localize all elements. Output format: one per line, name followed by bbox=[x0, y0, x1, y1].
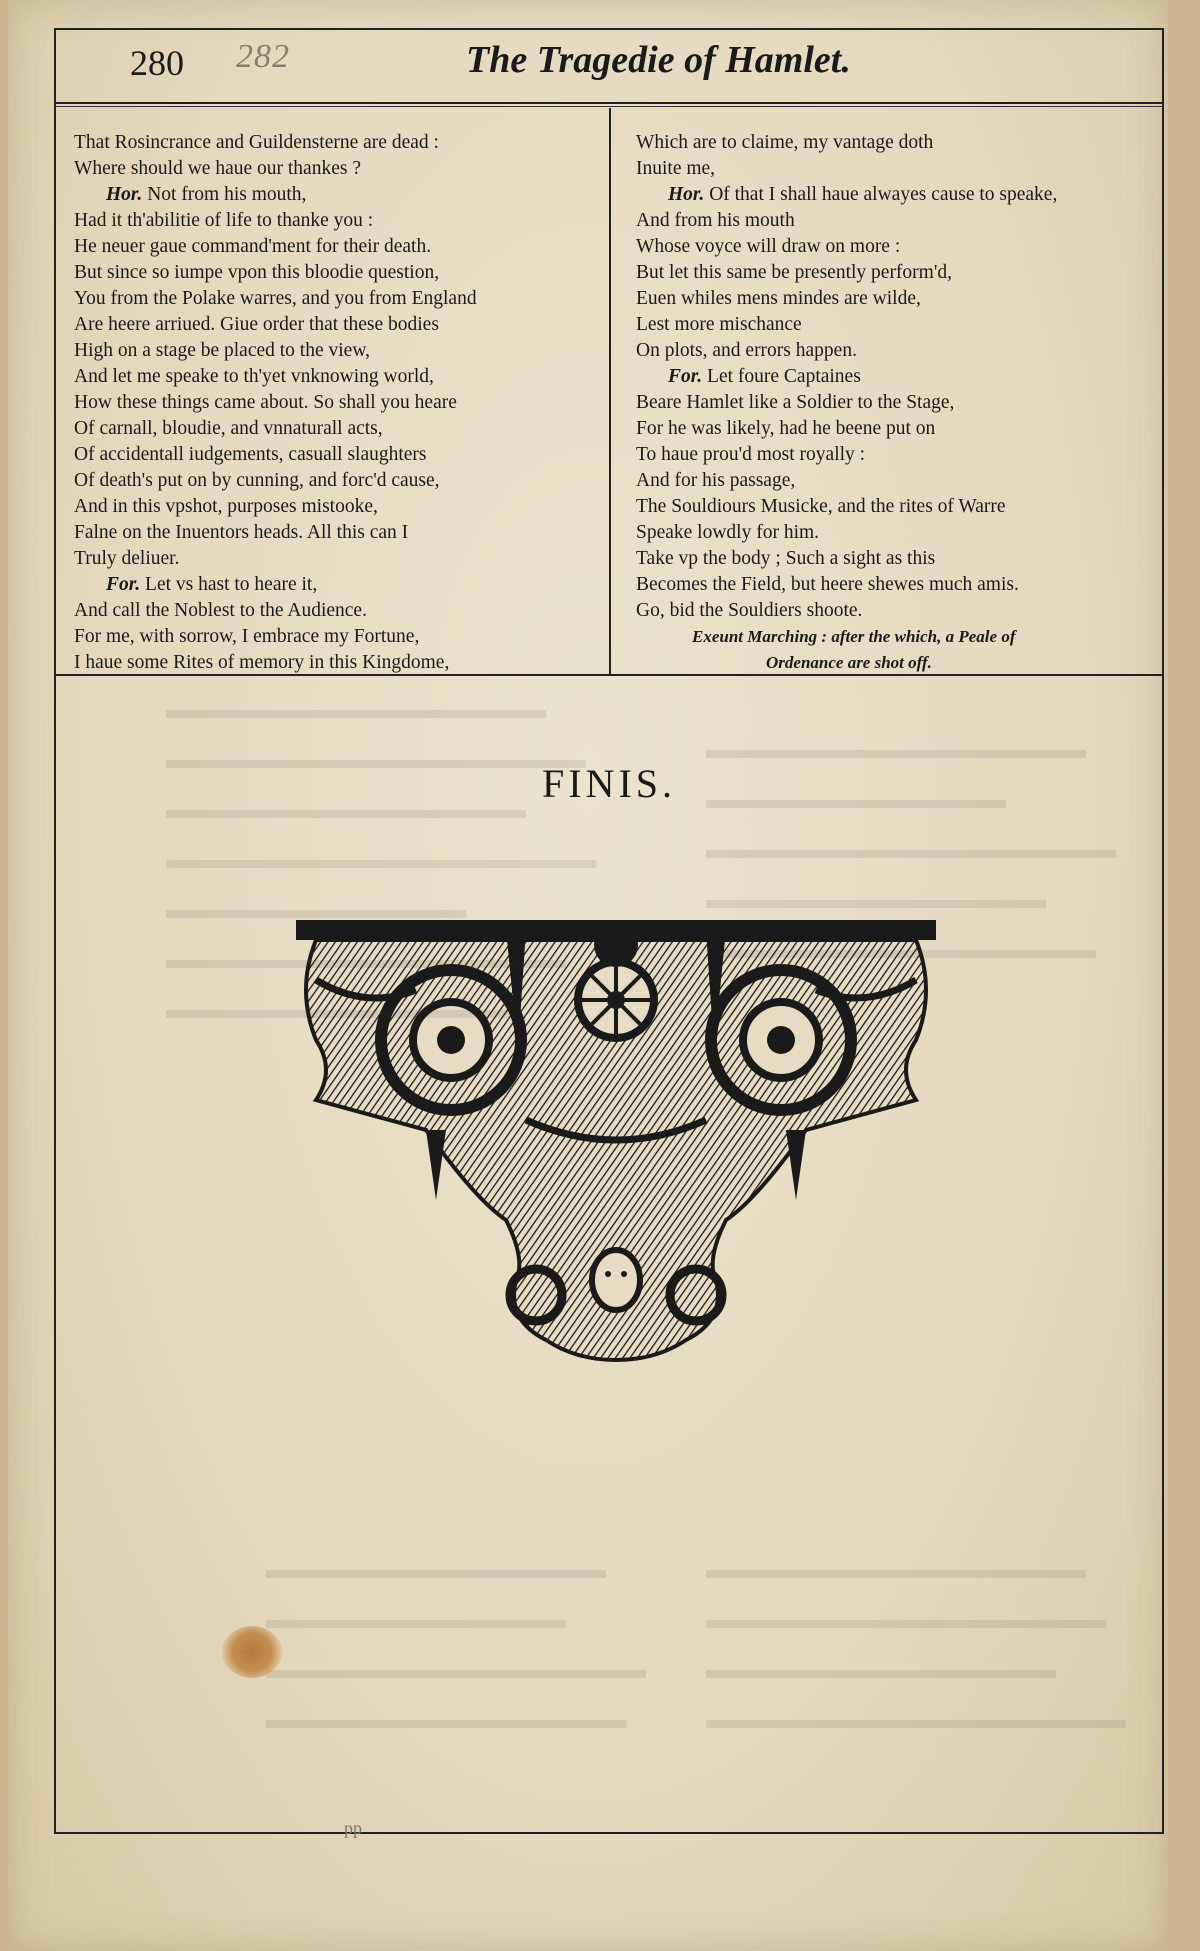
section-rule bbox=[56, 674, 1162, 676]
verse-text: To haue prou'd most royally : bbox=[636, 444, 866, 465]
verse-text: But since so iumpe vpon this bloodie question, bbox=[74, 262, 440, 283]
speaker-label: Hor. bbox=[668, 184, 705, 205]
verse-line bbox=[636, 520, 1151, 546]
verse-line bbox=[636, 572, 1151, 598]
verse-text: Falne on the Inuentors heads. All this can I bbox=[74, 522, 409, 543]
verse-text: Take vp the body ; Such a sight as this bbox=[636, 548, 936, 569]
verse-line bbox=[636, 182, 1151, 208]
verse-text: For me, with sorrow, I embrace my Fortune, bbox=[74, 626, 420, 647]
verse-line bbox=[636, 130, 1151, 156]
verse-text: Of accidentall iudgements, casuall slaughters bbox=[74, 444, 427, 465]
verse-line bbox=[74, 390, 604, 416]
verse-text: Of death's put on by cunning, and forc'd cause, bbox=[74, 470, 440, 491]
speaker-label: For. bbox=[106, 574, 141, 595]
verse-line bbox=[74, 494, 604, 520]
verse-text: I haue some Rites of memory in this Kingdome, bbox=[74, 652, 450, 673]
foxing-stain bbox=[222, 1626, 282, 1678]
column-divider bbox=[609, 108, 611, 674]
verse-line bbox=[636, 338, 1151, 364]
finis-heading: FINIS. bbox=[541, 761, 677, 806]
verse-text: Which are to claime, my vantage doth bbox=[636, 132, 934, 153]
verse-text: But let this same be presently perform'd, bbox=[636, 262, 952, 283]
verse-text: And let me speake to th'yet vnknowing world, bbox=[74, 366, 434, 387]
verse-line bbox=[636, 234, 1151, 260]
verse-text: Had it th'abilitie of life to thanke you : bbox=[74, 210, 374, 231]
verse-line bbox=[636, 494, 1151, 520]
verse-line bbox=[74, 156, 604, 182]
verse-text: Where should we haue our thankes ? bbox=[74, 158, 361, 179]
verse-text: For he was likely, had he beene put on bbox=[636, 418, 936, 439]
verse-text: Go, bid the Souldiers shoote. bbox=[636, 600, 863, 621]
verse-text: Speake lowdly for him. bbox=[636, 522, 820, 543]
handwritten-folio-note: 282 bbox=[236, 38, 290, 75]
verse-line bbox=[74, 598, 604, 624]
verse-text: High on a stage be placed to the view, bbox=[74, 340, 371, 361]
verse-line bbox=[636, 390, 1151, 416]
verse-text: On plots, and errors happen. bbox=[636, 340, 857, 361]
verse-line bbox=[636, 364, 1151, 390]
verse-line bbox=[636, 312, 1151, 338]
verse-text: You from the Polake warres, and you from England bbox=[74, 288, 477, 309]
speaker-label: For. bbox=[668, 366, 703, 387]
verse-text: And call the Noblest to the Audience. bbox=[74, 600, 367, 621]
woodcut-tailpiece-ornament bbox=[276, 900, 956, 1370]
stage-direction-line-2: Ordenance are shot off. bbox=[766, 653, 932, 672]
verse-line bbox=[636, 208, 1151, 234]
verse-text: Whose voyce will draw on more : bbox=[636, 236, 901, 257]
text-column-right bbox=[636, 130, 1151, 624]
book-page bbox=[8, 0, 1168, 1951]
verse-line bbox=[74, 650, 604, 676]
verse-line bbox=[636, 156, 1151, 182]
verse-text: And from his mouth bbox=[636, 210, 795, 231]
verse-line bbox=[74, 442, 604, 468]
verse-text: And in this vpshot, purposes mistooke, bbox=[74, 496, 378, 517]
stage-direction bbox=[692, 624, 1192, 676]
verse-text: Beare Hamlet like a Soldier to the Stage, bbox=[636, 392, 955, 413]
verse-line bbox=[74, 260, 604, 286]
verse-line bbox=[636, 598, 1151, 624]
header-rule bbox=[56, 102, 1162, 104]
verse-line bbox=[74, 312, 604, 338]
verse-text: Of carnall, bloudie, and vnnaturall acts, bbox=[74, 418, 383, 439]
verse-text: The Souldiours Musicke, and the rites of Warre bbox=[636, 496, 1006, 517]
verse-text: Are heere arriued. Giue order that these bodies bbox=[74, 314, 439, 335]
verse-line bbox=[636, 442, 1151, 468]
verse-text: That Rosincrance and Guildensterne are dead : bbox=[74, 132, 439, 153]
verse-line bbox=[74, 572, 604, 598]
verse-line bbox=[636, 546, 1151, 572]
verse-line bbox=[74, 338, 604, 364]
verse-text: Lest more mischance bbox=[636, 314, 802, 335]
verse-text: How these things came about. So shall you heare bbox=[74, 392, 457, 413]
verse-text: And for his passage, bbox=[636, 470, 796, 491]
stage-direction-line-1: Exeunt Marching : after the which, a Peale of bbox=[692, 627, 1016, 646]
verse-text: Of that I shall haue alwayes cause to speake, bbox=[709, 184, 1058, 205]
speaker-label: Hor. bbox=[106, 184, 143, 205]
verse-line bbox=[74, 182, 604, 208]
verse-line bbox=[636, 468, 1151, 494]
running-head: The Tragedie of Hamlet. bbox=[466, 39, 851, 81]
verse-line bbox=[74, 130, 604, 156]
page-number: 280 bbox=[130, 43, 184, 83]
verse-text: Truly deliuer. bbox=[74, 548, 180, 569]
verse-line bbox=[636, 286, 1151, 312]
verse-line bbox=[74, 364, 604, 390]
verse-line bbox=[74, 520, 604, 546]
verse-line bbox=[74, 546, 604, 572]
verse-line bbox=[74, 624, 604, 650]
verse-text: Becomes the Field, but heere shewes much amis. bbox=[636, 574, 1019, 595]
text-column-left bbox=[74, 130, 604, 676]
verse-line bbox=[74, 416, 604, 442]
verse-text: Let foure Captaines bbox=[707, 366, 861, 387]
page-frame bbox=[54, 28, 1164, 1838]
verse-line bbox=[636, 260, 1151, 286]
verse-text: Let vs hast to heare it, bbox=[145, 574, 318, 595]
signature-mark: pp bbox=[344, 1818, 362, 1838]
header-rule-thin bbox=[56, 106, 1162, 107]
verse-text: Euen whiles mens mindes are wilde, bbox=[636, 288, 921, 309]
verse-text: Inuite me, bbox=[636, 158, 716, 179]
verse-line bbox=[74, 286, 604, 312]
verse-line bbox=[74, 234, 604, 260]
verse-line bbox=[74, 208, 604, 234]
verse-text: He neuer gaue command'ment for their death. bbox=[74, 236, 432, 257]
verse-line bbox=[74, 468, 604, 494]
verse-text: Not from his mouth, bbox=[147, 184, 307, 205]
verse-line bbox=[636, 416, 1151, 442]
